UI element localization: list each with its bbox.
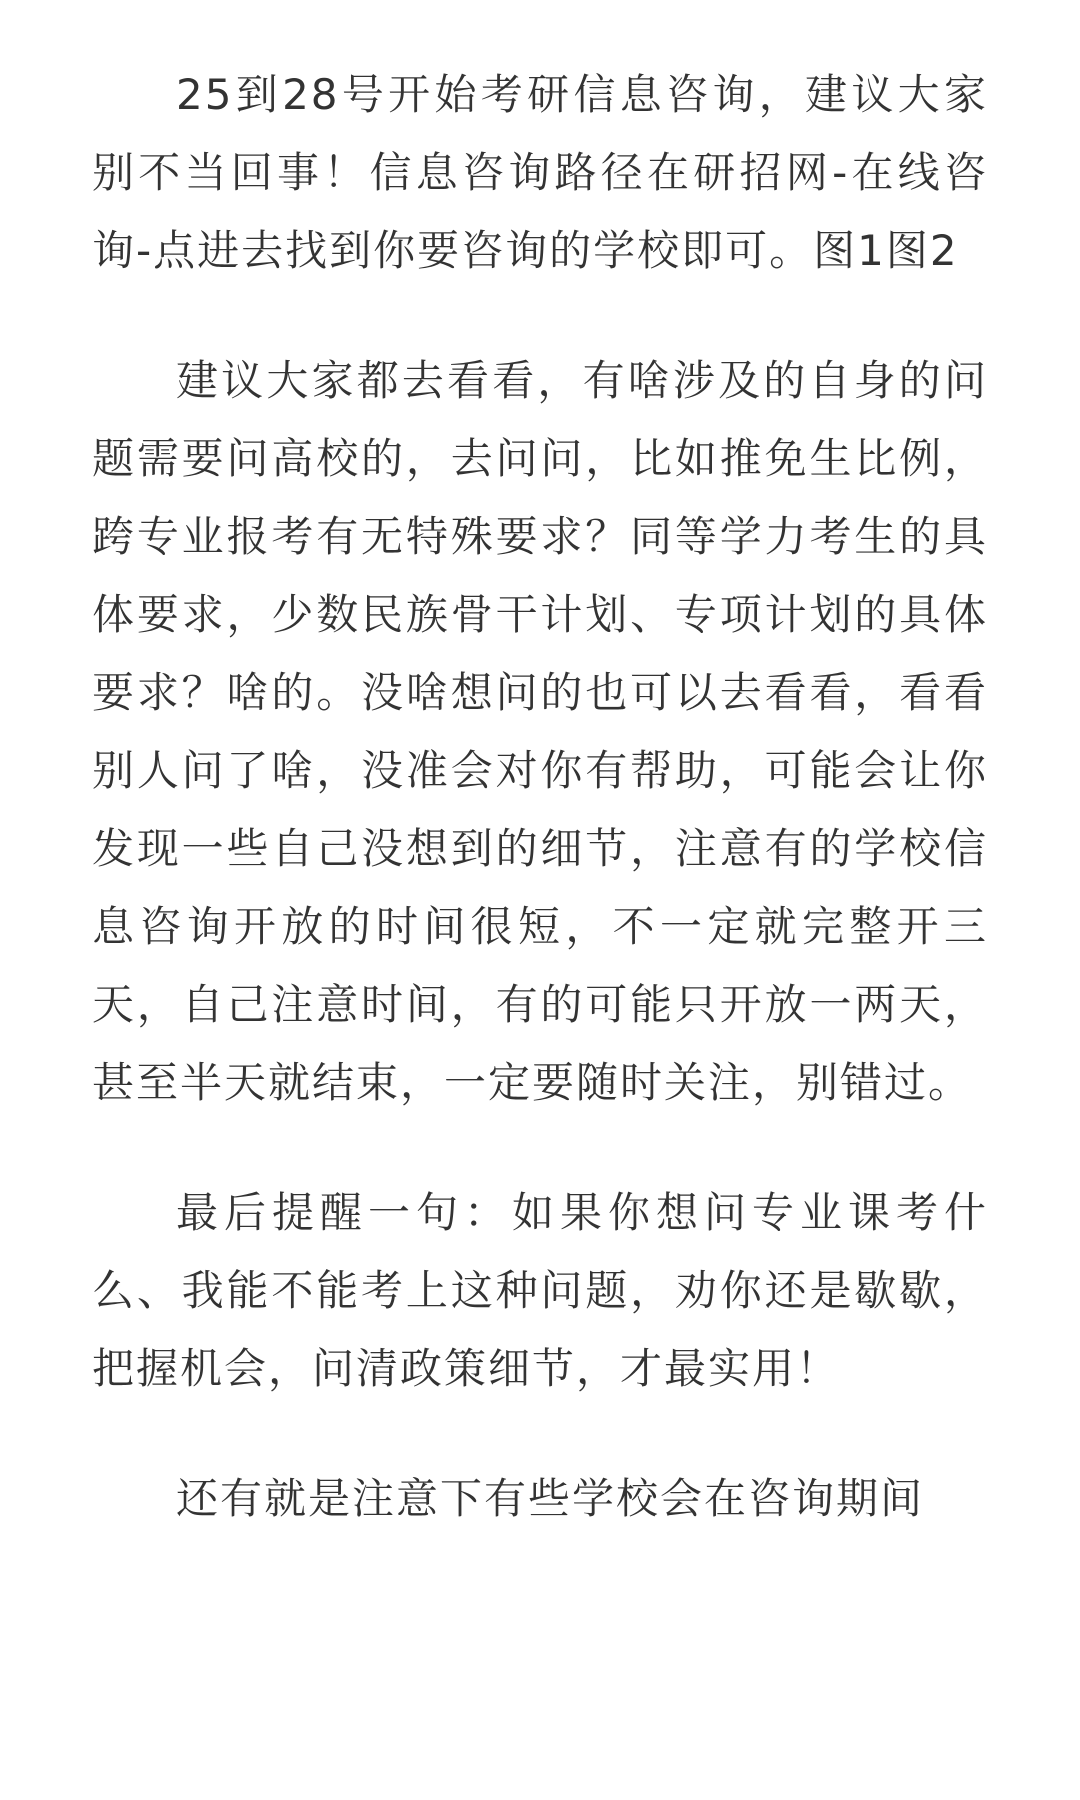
paragraph-additional-note: 还有就是注意下有些学校会在咨询期间 (176, 1474, 925, 1523)
paragraph-consultation-intro: 25到28号开始考研信息咨询，建议大家别不当回事！信息咨询路径在研招网-在线咨询-点进去找到你要咨询的学校即可。图1图2 (92, 70, 988, 275)
paragraph-consultation-advice: 建议大家都去看看，有啥涉及的自身的问题需要问高校的，去问问，比如推免生比例，跨专业报考有无特殊要求？同等学力考生的具体要求，少数民族骨干计划、专项计划的具体要求？啥的。没啥想问的也可以去看看，看看别人问了啥，没准会对你有帮助，可能会让你发现一些自己没想到的细节，注意有的学校信息咨询开放的时间很短，不一定就完整开三天，自己注意时间，有的可能只开放一两天，甚至半天就结束，一定要随时关注，别错过。 (92, 356, 988, 1107)
paragraph-final-reminder: 最后提醒一句：如果你想问专业课考什么、我能不能考上这种问题，劝你还是歇歇，把握机会，问清政策细节，才最实用！ (92, 1188, 988, 1393)
